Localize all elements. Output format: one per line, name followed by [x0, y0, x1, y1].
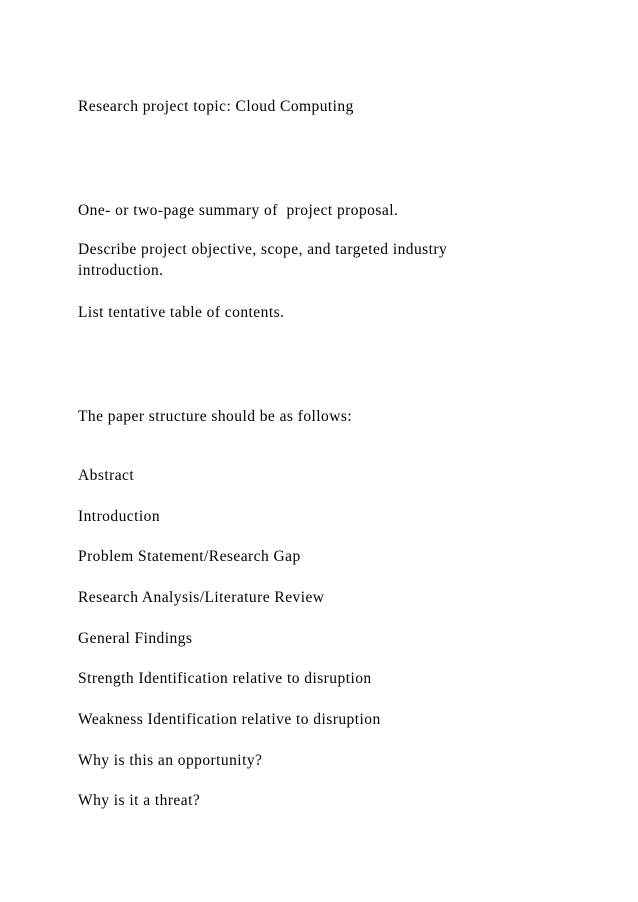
- structure-item-introduction: Introduction: [78, 508, 161, 525]
- structure-item-research-analysis: Research Analysis/Literature Review: [78, 589, 325, 606]
- structure-item-problem-statement: Problem Statement/Research Gap: [78, 548, 301, 565]
- instruction-toc: List tentative table of contents.: [78, 304, 285, 321]
- instruction-objective: Describe project objective, scope, and targeted industry introduction.: [78, 241, 448, 279]
- structure-item-opportunity: Why is this an opportunity?: [78, 752, 263, 769]
- structure-item-abstract: Abstract: [78, 467, 135, 484]
- research-topic: Research project topic: Cloud Computing: [78, 98, 354, 115]
- structure-item-strength: Strength Identification relative to disruption: [78, 670, 372, 687]
- structure-item-threat: Why is it a threat?: [78, 792, 201, 809]
- structure-heading: The paper structure should be as follows:: [78, 408, 353, 425]
- structure-item-general-findings: General Findings: [78, 630, 193, 647]
- structure-item-weakness: Weakness Identification relative to disruption: [78, 711, 381, 728]
- instruction-summary: One- or two-page summary of project proposal.: [78, 202, 399, 219]
